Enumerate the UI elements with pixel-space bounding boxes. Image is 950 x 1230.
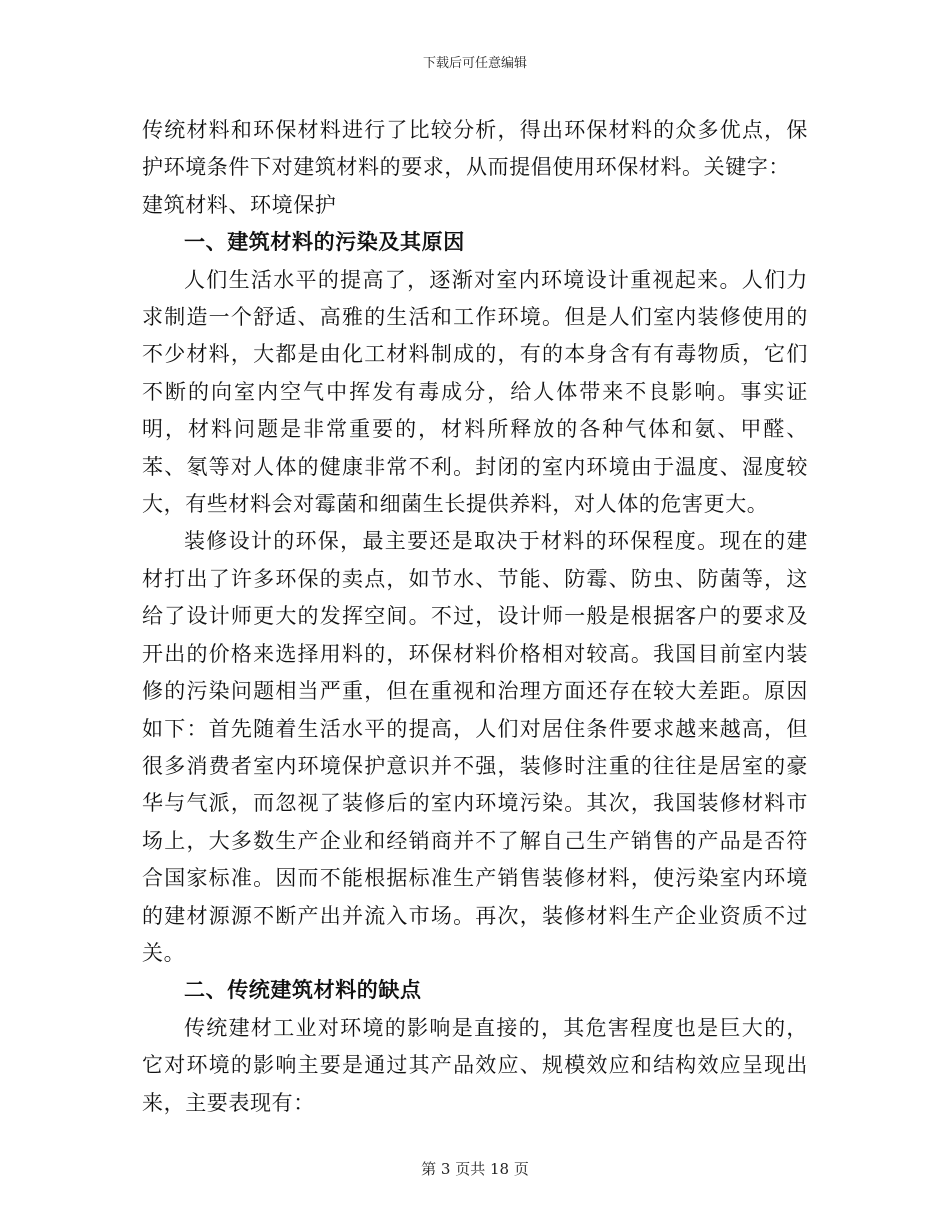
section-heading: 一、建筑材料的污染及其原因 (184, 230, 465, 255)
page-header: 下载后可任意编辑 (422, 56, 527, 71)
body-paragraph: 人们生活水平的提高了，逐渐对室内环境设计重视起来。人们力求制造一个舒适、高雅的生活和工作环境。但是人们室内装修使用的不少材料，大都是由化工材料制成的，有的本身含有有毒物质，它们不断的向室内空气中挥发有毒成分，给人体带来不良影响。事实证明，材料问题是非常重要的，材料所释放的各种气体和氨、甲醛、苯、氡等对人体的健康非常不利。封闭的室内环境由于温度、湿度较大，有些材料会对霉菌和细菌生长提供养料，对人体的危害更大。 (142, 267, 808, 517)
body-paragraph: 装修设计的环保，最主要还是取决于材料的环保程度。现在的建材打出了许多环保的卖点，如节水、节能、防霉、防虫、防菌等，这给了设计师更大的发挥空间。不过，设计师一般是根据客户的要求及开出的价格来选择用料的，环保材料价格相对较高。我国目前室内装修的污染问题相当严重，但在重视和治理方面还存在较大差距。原因如下：首先随着生活水平的提高，人们对居住条件要求越来越高，但很多消费者室内环境保护意识并不强，装修时注重的往往是居室的豪华与气派，而忽视了装修后的室内环境污染。其次，我国装修材料市场上，大多数生产企业和经销商并不了解自己生产销售的产品是否符合国家标准。因而不能根据标准生产销售装修材料，使污染室内环境的建材源源不断产出并流入市场。再次，装修材料生产企业资质不过关。 (142, 529, 808, 965)
page-number: 第 3 页共 18 页 (421, 1160, 529, 1178)
body-paragraph: 传统建材工业对环境的影响是直接的，其危害程度也是巨大的，它对环境的影响主要是通过其产品效应、规模效应和结构效应呈现出来，主要表现有： (142, 1015, 808, 1115)
section-heading: 二、传统建筑材料的缺点 (184, 978, 422, 1003)
intro-paragraph: 传统材料和环保材料进行了比较分析，得出环保材料的众多优点，保护环境条件下对建筑材料的要求，从而提倡使用环保材料。关键字： 建筑材料、环境保护 (142, 118, 808, 217)
document-body (142, 112, 808, 1122)
